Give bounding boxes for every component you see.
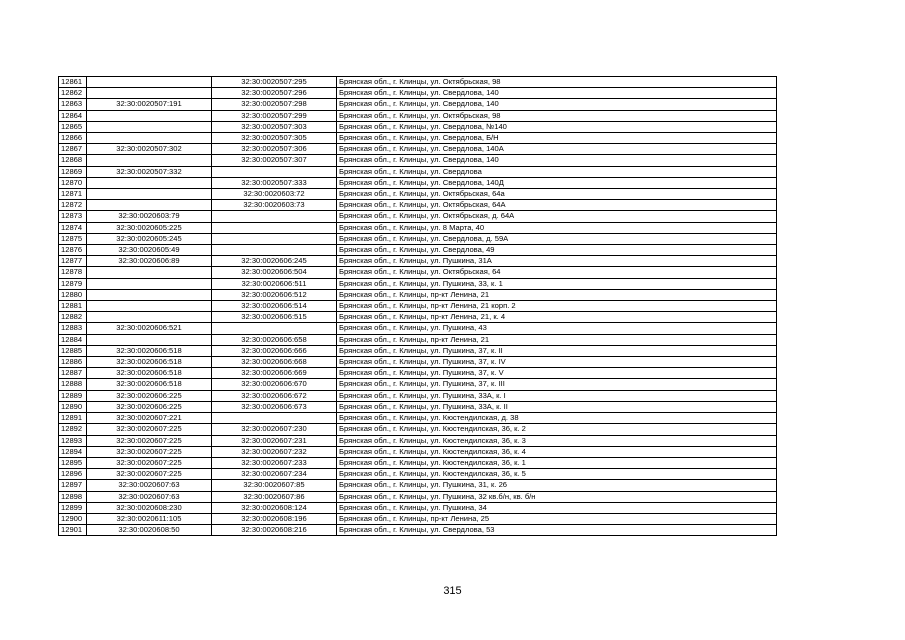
row-number-cell: 12888 [59,379,87,390]
row-number-cell: 12865 [59,121,87,132]
row-number-cell: 12875 [59,233,87,244]
row-number-cell: 12867 [59,144,87,155]
row-number-cell: 12899 [59,502,87,513]
object-cadastral-number-cell: 32:30:0020606:514 [212,301,337,312]
cadastral-number-cell: 32:30:0020606:518 [87,368,212,379]
row-number-cell: 12881 [59,301,87,312]
table-row [59,480,777,491]
table-body [59,77,777,536]
row-number-cell: 12892 [59,424,87,435]
object-cadastral-number-cell: 32:30:0020607:234 [212,469,337,480]
cadastral-number-cell: 32:30:0020606:518 [87,357,212,368]
row-number-cell: 12885 [59,345,87,356]
object-cadastral-number-cell: 32:30:0020507:296 [212,88,337,99]
address-cell: Брянская обл., г. Клинцы, ул. Свердлова, №140 [337,121,777,132]
object-cadastral-number-cell [212,233,337,244]
table-row [59,256,777,267]
address-cell: Брянская обл., г. Клинцы, ул. Свердлова, 140А [337,144,777,155]
cadastral-number-cell: 32:30:0020606:521 [87,323,212,334]
object-cadastral-number-cell [212,166,337,177]
cadastral-number-cell: 32:30:0020607:221 [87,413,212,424]
address-cell: Брянская обл., г. Клинцы, пр-кт Ленина, 25 [337,513,777,524]
object-cadastral-number-cell [212,245,337,256]
object-cadastral-number-cell: 32:30:0020507:295 [212,77,337,88]
table-row [59,401,777,412]
cadastral-number-cell: 32:30:0020507:191 [87,99,212,110]
address-cell: Брянская обл., г. Клинцы, ул. Свердлова, 140 [337,88,777,99]
row-number-cell: 12896 [59,469,87,480]
cadastral-number-cell: 32:30:0020605:245 [87,233,212,244]
table-row [59,390,777,401]
object-cadastral-number-cell: 32:30:0020606:515 [212,312,337,323]
object-cadastral-number-cell: 32:30:0020606:669 [212,368,337,379]
cadastral-number-cell [87,278,212,289]
row-number-cell: 12874 [59,222,87,233]
object-cadastral-number-cell: 32:30:0020603:72 [212,189,337,200]
object-cadastral-number-cell: 32:30:0020607:231 [212,435,337,446]
row-number-cell: 12883 [59,323,87,334]
table-row [59,345,777,356]
table-row [59,77,777,88]
object-cadastral-number-cell [212,413,337,424]
row-number-cell: 12872 [59,200,87,211]
object-cadastral-number-cell: 32:30:0020603:73 [212,200,337,211]
row-number-cell: 12862 [59,88,87,99]
row-number-cell: 12895 [59,457,87,468]
table-row [59,334,777,345]
row-number-cell: 12864 [59,110,87,121]
row-number-cell: 12898 [59,491,87,502]
address-cell: Брянская обл., г. Клинцы, ул. Пушкина, 31, к. 26 [337,480,777,491]
object-cadastral-number-cell: 32:30:0020507:305 [212,133,337,144]
row-number-cell: 12880 [59,289,87,300]
address-cell: Брянская обл., г. Клинцы, ул. Кюстендилская, 36, к. 2 [337,424,777,435]
row-number-cell: 12861 [59,77,87,88]
address-cell: Брянская обл., г. Клинцы, ул. 8 Марта, 40 [337,222,777,233]
address-cell: Брянская обл., г. Клинцы, ул. Пушкина, 33, к. 1 [337,278,777,289]
cadastral-number-cell [87,121,212,132]
table-row [59,323,777,334]
object-cadastral-number-cell: 32:30:0020606:670 [212,379,337,390]
object-cadastral-number-cell: 32:30:0020507:333 [212,177,337,188]
address-cell: Брянская обл., г. Клинцы, ул. Пушкина, 33А, к. II [337,401,777,412]
table-row [59,278,777,289]
row-number-cell: 12868 [59,155,87,166]
cadastral-number-cell: 32:30:0020607:63 [87,491,212,502]
cadastral-number-cell: 32:30:0020605:49 [87,245,212,256]
table-row [59,379,777,390]
row-number-cell: 12893 [59,435,87,446]
cadastral-number-cell [87,77,212,88]
address-cell: Брянская обл., г. Клинцы, ул. Свердлова, 49 [337,245,777,256]
cadastral-number-cell [87,267,212,278]
object-cadastral-number-cell: 32:30:0020606:658 [212,334,337,345]
cadastral-number-cell [87,177,212,188]
table-row [59,177,777,188]
object-cadastral-number-cell: 32:30:0020606:672 [212,390,337,401]
object-cadastral-number-cell: 32:30:0020607:86 [212,491,337,502]
address-cell: Брянская обл., г. Клинцы, ул. Пушкина, 31А [337,256,777,267]
table-row [59,301,777,312]
row-number-cell: 12901 [59,525,87,536]
row-number-cell: 12891 [59,413,87,424]
table-row [59,435,777,446]
address-cell: Брянская обл., г. Клинцы, пр-кт Ленина, 21 [337,334,777,345]
cadastral-number-cell: 32:30:0020606:225 [87,401,212,412]
cadastral-number-cell: 32:30:0020605:225 [87,222,212,233]
table-row [59,289,777,300]
address-cell: Брянская обл., г. Клинцы, ул. Пушкина, 37, к. V [337,368,777,379]
table-row [59,211,777,222]
cadastral-number-cell: 32:30:0020507:302 [87,144,212,155]
table-row [59,267,777,278]
row-number-cell: 12900 [59,513,87,524]
object-cadastral-number-cell: 32:30:0020608:216 [212,525,337,536]
object-cadastral-number-cell [212,222,337,233]
page-number: 315 [443,585,462,597]
row-number-cell: 12863 [59,99,87,110]
row-number-cell: 12889 [59,390,87,401]
table-row [59,413,777,424]
object-cadastral-number-cell: 32:30:0020507:306 [212,144,337,155]
table-row [59,245,777,256]
address-cell: Брянская обл., г. Клинцы, ул. Кюстендилская, д. 38 [337,413,777,424]
cadastral-number-cell: 32:30:0020607:225 [87,457,212,468]
object-cadastral-number-cell: 32:30:0020606:511 [212,278,337,289]
object-cadastral-number-cell [212,211,337,222]
object-cadastral-number-cell: 32:30:0020608:124 [212,502,337,513]
address-cell: Брянская обл., г. Клинцы, пр-кт Ленина, 21, к. 4 [337,312,777,323]
row-number-cell: 12886 [59,357,87,368]
cadastral-number-cell [87,88,212,99]
address-cell: Брянская обл., г. Клинцы, ул. Кюстендилская, 36, к. 4 [337,446,777,457]
cadastral-number-cell [87,334,212,345]
address-cell: Брянская обл., г. Клинцы, ул. Пушкина, 37, к. IV [337,357,777,368]
table-row [59,312,777,323]
table-row [59,233,777,244]
cadastral-number-cell: 32:30:0020507:332 [87,166,212,177]
object-cadastral-number-cell: 32:30:0020606:673 [212,401,337,412]
row-number-cell: 12882 [59,312,87,323]
object-cadastral-number-cell: 32:30:0020607:232 [212,446,337,457]
object-cadastral-number-cell: 32:30:0020606:512 [212,289,337,300]
address-cell: Брянская обл., г. Клинцы, пр-кт Ленина, 21 [337,289,777,300]
cadastral-number-cell: 32:30:0020606:225 [87,390,212,401]
object-cadastral-number-cell: 32:30:0020507:299 [212,110,337,121]
address-cell: Брянская обл., г. Клинцы, ул. Октябрьская, 64а [337,189,777,200]
cadastral-number-cell [87,301,212,312]
row-number-cell: 12876 [59,245,87,256]
address-cell: Брянская обл., г. Клинцы, ул. Свердлова, 53 [337,525,777,536]
cadastral-number-cell: 32:30:0020606:89 [87,256,212,267]
object-cadastral-number-cell: 32:30:0020607:85 [212,480,337,491]
cadastral-number-cell: 32:30:0020611:105 [87,513,212,524]
table-row [59,144,777,155]
cadastral-number-cell: 32:30:0020606:518 [87,345,212,356]
row-number-cell: 12890 [59,401,87,412]
address-cell: Брянская обл., г. Клинцы, ул. Пушкина, 37, к. III [337,379,777,390]
row-number-cell: 12869 [59,166,87,177]
cadastral-number-cell [87,133,212,144]
cadastral-number-cell: 32:30:0020607:225 [87,446,212,457]
cadastral-number-cell: 32:30:0020603:79 [87,211,212,222]
table-row [59,133,777,144]
row-number-cell: 12870 [59,177,87,188]
cadastral-table [58,76,777,536]
row-number-cell: 12894 [59,446,87,457]
cadastral-number-cell [87,200,212,211]
address-cell: Брянская обл., г. Клинцы, пр-кт Ленина, 21 корп. 2 [337,301,777,312]
row-number-cell: 12878 [59,267,87,278]
address-cell: Брянская обл., г. Клинцы, ул. Свердлова, 140Д [337,177,777,188]
row-number-cell: 12877 [59,256,87,267]
table-row [59,513,777,524]
row-number-cell: 12897 [59,480,87,491]
row-number-cell: 12879 [59,278,87,289]
address-cell: Брянская обл., г. Клинцы, ул. Октябрьская, д. 64А [337,211,777,222]
address-cell: Брянская обл., г. Клинцы, ул. Пушкина, 37, к. II [337,345,777,356]
address-cell: Брянская обл., г. Клинцы, ул. Кюстендилская, 36, к. 1 [337,457,777,468]
object-cadastral-number-cell: 32:30:0020507:298 [212,99,337,110]
row-number-cell: 12887 [59,368,87,379]
address-cell: Брянская обл., г. Клинцы, ул. Свердлова, д. 59А [337,233,777,244]
table-row [59,200,777,211]
cadastral-number-cell [87,155,212,166]
cadastral-number-cell: 32:30:0020607:225 [87,469,212,480]
table-row [59,525,777,536]
cadastral-number-cell [87,289,212,300]
cadastral-number-cell [87,110,212,121]
table-row [59,491,777,502]
address-cell: Брянская обл., г. Клинцы, ул. Свердлова, Б/Н [337,133,777,144]
address-cell: Брянская обл., г. Клинцы, ул. Свердлова, 140 [337,99,777,110]
table-row [59,368,777,379]
table-row [59,155,777,166]
address-cell: Брянская обл., г. Клинцы, ул. Свердлова [337,166,777,177]
table-row [59,357,777,368]
object-cadastral-number-cell: 32:30:0020606:666 [212,345,337,356]
table-row [59,424,777,435]
table-row [59,88,777,99]
table-row [59,457,777,468]
address-cell: Брянская обл., г. Клинцы, ул. Пушкина, 34 [337,502,777,513]
address-cell: Брянская обл., г. Клинцы, ул. Октябрьская, 64 [337,267,777,278]
address-cell: Брянская обл., г. Клинцы, ул. Кюстендилская, 36, к. 5 [337,469,777,480]
object-cadastral-number-cell: 32:30:0020607:230 [212,424,337,435]
table-row [59,99,777,110]
cadastral-number-cell: 32:30:0020608:230 [87,502,212,513]
table-row [59,222,777,233]
address-cell: Брянская обл., г. Клинцы, ул. Пушкина, 32 кв.б/н, кв. б/н [337,491,777,502]
table-row [59,110,777,121]
cadastral-number-cell: 32:30:0020607:63 [87,480,212,491]
row-number-cell: 12884 [59,334,87,345]
object-cadastral-number-cell: 32:30:0020606:668 [212,357,337,368]
address-cell: Брянская обл., г. Клинцы, ул. Октябрьская, 98 [337,110,777,121]
address-cell: Брянская обл., г. Клинцы, ул. Пушкина, 33А, к. I [337,390,777,401]
row-number-cell: 12871 [59,189,87,200]
table-row [59,121,777,132]
table-row [59,446,777,457]
row-number-cell: 12873 [59,211,87,222]
object-cadastral-number-cell: 32:30:0020507:303 [212,121,337,132]
cadastral-number-cell: 32:30:0020607:225 [87,435,212,446]
table-row [59,502,777,513]
cadastral-number-cell [87,312,212,323]
address-cell: Брянская обл., г. Клинцы, ул. Кюстендилская, 36, к. 3 [337,435,777,446]
object-cadastral-number-cell: 32:30:0020607:233 [212,457,337,468]
address-cell: Брянская обл., г. Клинцы, ул. Октябрьская, 98 [337,77,777,88]
object-cadastral-number-cell [212,323,337,334]
cadastral-number-cell: 32:30:0020607:225 [87,424,212,435]
cadastral-number-cell [87,189,212,200]
row-number-cell: 12866 [59,133,87,144]
cadastral-number-cell: 32:30:0020608:50 [87,525,212,536]
object-cadastral-number-cell: 32:30:0020606:245 [212,256,337,267]
address-cell: Брянская обл., г. Клинцы, ул. Октябрьская, 64А [337,200,777,211]
object-cadastral-number-cell: 32:30:0020606:504 [212,267,337,278]
address-cell: Брянская обл., г. Клинцы, ул. Пушкина, 43 [337,323,777,334]
table-row [59,166,777,177]
table-row [59,189,777,200]
table-row [59,469,777,480]
cadastral-number-cell: 32:30:0020606:518 [87,379,212,390]
address-cell: Брянская обл., г. Клинцы, ул. Свердлова, 140 [337,155,777,166]
object-cadastral-number-cell: 32:30:0020608:196 [212,513,337,524]
object-cadastral-number-cell: 32:30:0020507:307 [212,155,337,166]
